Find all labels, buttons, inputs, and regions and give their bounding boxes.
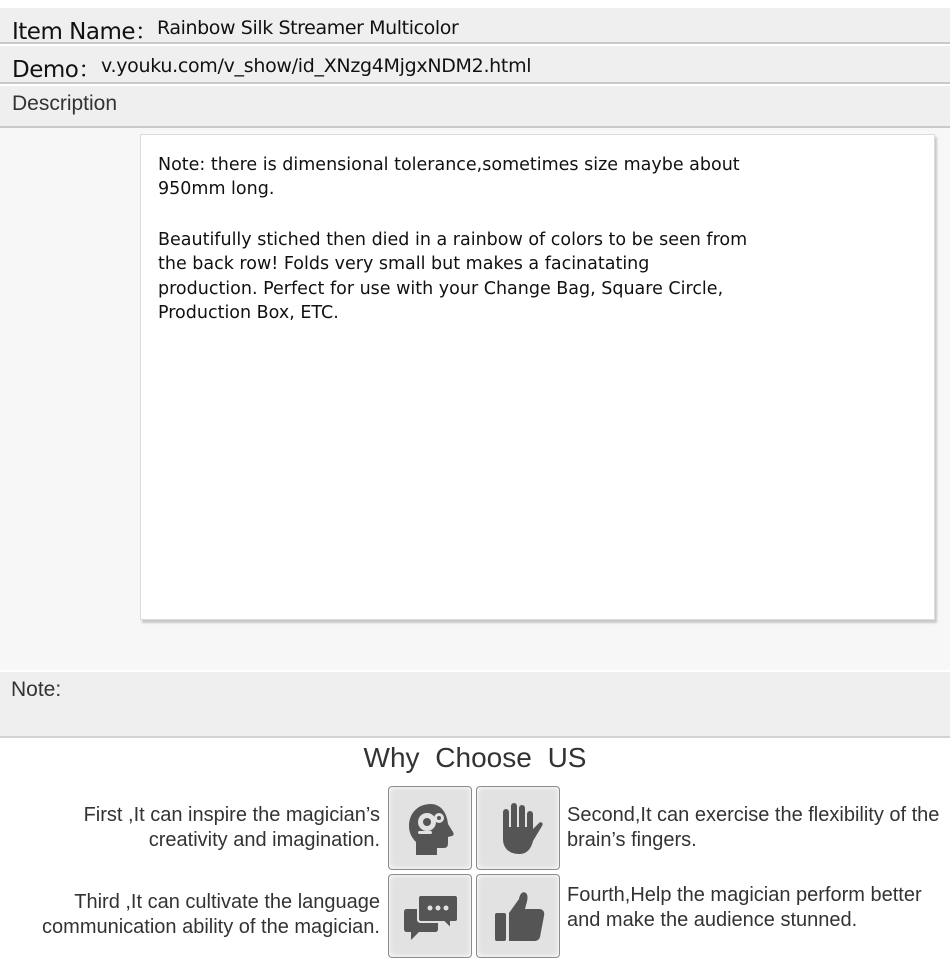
description-note: Note: there is dimensional tolerance,sometimes size maybe about 950mm long. [158, 155, 740, 200]
feature-tile-flexibility [476, 786, 560, 870]
description-label: Description [12, 92, 118, 115]
description-body: Beautifully stiched then died in a rainbow of colors to be seen from the back row! Folds very small but makes a facinatating production. Perfect for use with your Change Bag, Square Circle, Production Box, ETC. [158, 229, 748, 324]
feature-tile-communication [388, 874, 472, 958]
thumbs-up-icon [489, 887, 549, 947]
demo-link[interactable]: v.youku.com/v_show/id_XNzg4MjgxNDM2.html [101, 55, 532, 77]
hand-icon [489, 799, 549, 859]
description-text [158, 153, 748, 351]
why-choose-title: Why Choose US [363, 742, 587, 773]
description-bar [0, 86, 950, 128]
note-bar [0, 672, 950, 738]
demo-bar [0, 46, 950, 84]
feature-fourth: Fourth,Help the magician perform better and make the audience stunned. [567, 884, 922, 931]
feature-tile-creativity [388, 786, 472, 870]
feature-third: Third ,It can cultivate the language communication ability of the magician. [42, 891, 380, 938]
feature-first: First ,It can inspire the magician’s creativity and imagination. [83, 804, 380, 851]
item-name-label: Item Name： [12, 19, 158, 45]
demo-label: Demo： [12, 57, 101, 83]
description-box [140, 134, 935, 620]
feature-tile-performance [476, 874, 560, 958]
head-gears-icon [401, 799, 461, 859]
item-name-value: Rainbow Silk Streamer Multicolor [157, 17, 459, 39]
note-label: Note: [11, 678, 62, 701]
chat-bubbles-icon [401, 887, 461, 947]
feature-second: Second,It can exercise the flexibility of the brain’s fingers. [567, 804, 940, 851]
item-name-bar [0, 8, 950, 44]
